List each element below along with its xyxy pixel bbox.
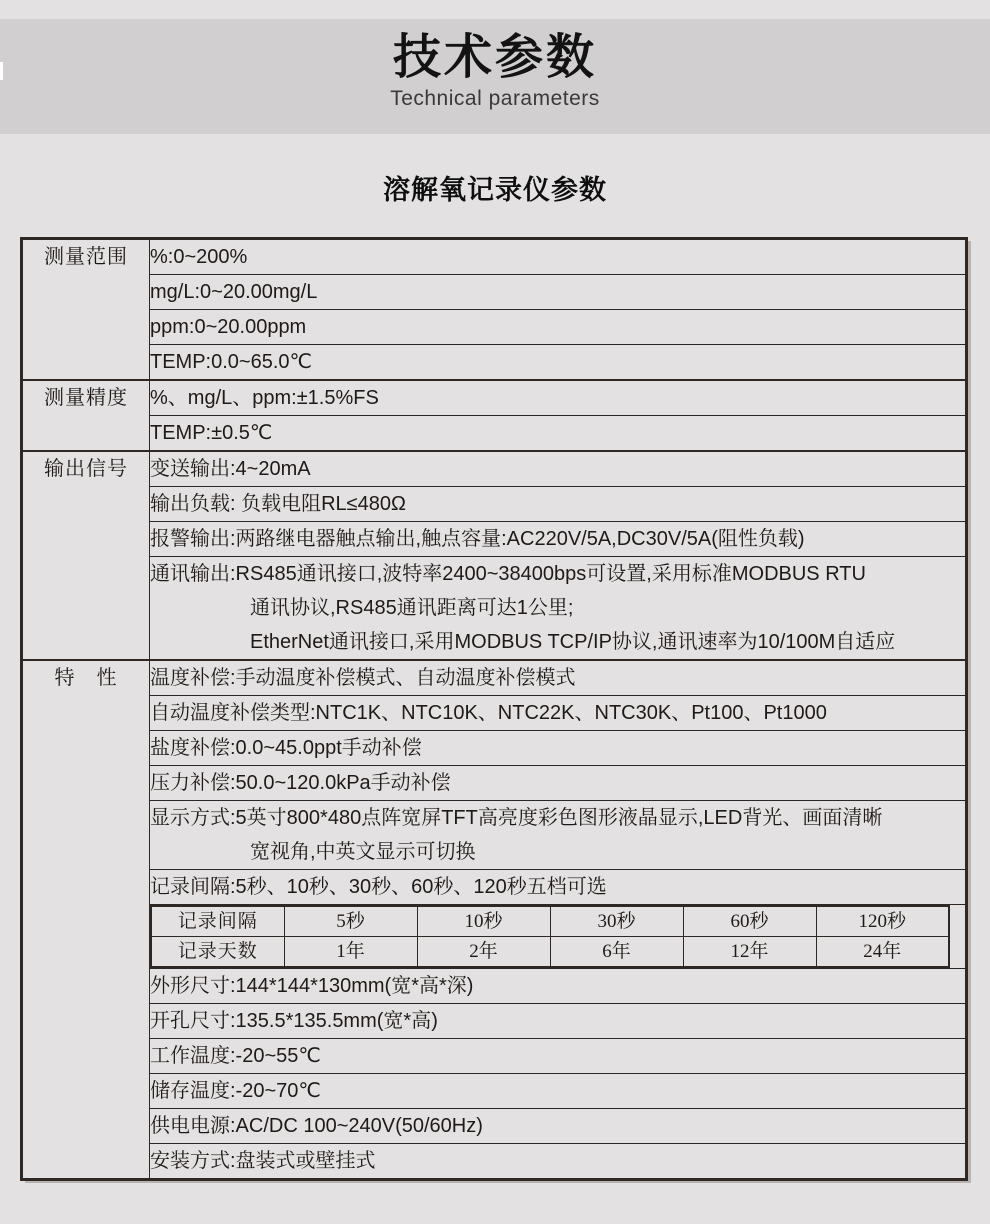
spec-value-cell (150, 416, 967, 452)
table-row (22, 1039, 967, 1074)
section-title: 溶解氧记录仪参数 (383, 175, 607, 205)
spec-line: 储存温度:-20~70℃ (150, 1080, 321, 1102)
table-row (22, 1109, 967, 1144)
page-title: 技术参数 (392, 31, 597, 84)
spec-line: 温度补偿:手动温度补偿模式、自动温度补偿模式 (150, 667, 576, 689)
spec-value-cell (150, 1039, 967, 1074)
category-cell-features: 特 性 (22, 660, 150, 1180)
spec-value-cell (150, 1004, 967, 1039)
table-row (22, 870, 967, 905)
spec-line: 外形尺寸:144*144*130mm(宽*高*深) (150, 975, 474, 997)
spec-line: 变送输出:4~20mA (150, 458, 311, 480)
spec-line: 显示方式:5英寸800*480点阵宽屏TFT高亮度彩色图形液晶显示,LED背光、画面清晰 (150, 807, 883, 829)
page-subtitle: Technical parameters (390, 86, 600, 110)
record-header-cell: 120秒 (816, 906, 949, 937)
table-row (22, 1144, 967, 1180)
spec-value-cell (150, 557, 967, 661)
spec-value-cell (150, 1144, 967, 1180)
category-cell-measure-range: 测量范围 (22, 239, 150, 381)
record-interval-table (150, 905, 950, 968)
table-row (22, 660, 967, 696)
spec-value-cell (150, 660, 967, 696)
record-header-cell: 10秒 (417, 906, 550, 937)
table-row (22, 731, 967, 766)
spec-line: 输出负载: 负载电阻RL≤480Ω (150, 493, 406, 515)
table-row (22, 1004, 967, 1039)
spec-line: ppm:0~20.00ppm (150, 316, 307, 338)
spec-line: 工作温度:-20~55℃ (150, 1045, 321, 1067)
table-row (22, 1074, 967, 1109)
spec-value-cell (150, 1074, 967, 1109)
table-row (22, 969, 967, 1004)
category-cell-accuracy: 测量精度 (22, 380, 150, 451)
spec-line: 安装方式:盘装式或壁挂式 (150, 1150, 376, 1172)
record-header-cell: 5秒 (284, 906, 417, 937)
record-data-cell: 6年 (550, 937, 683, 968)
record-data-cell: 24年 (816, 937, 949, 968)
spec-line: 记录间隔:5秒、10秒、30秒、60秒、120秒五档可选 (150, 876, 607, 898)
spec-line: 宽视角,中英文显示可切换 (250, 841, 476, 863)
spec-line: EtherNet通讯接口,采用MODBUS TCP/IP协议,通讯速率为10/100M自适应 (250, 631, 896, 653)
table-row (22, 345, 967, 381)
table-row (22, 696, 967, 731)
spec-line: 报警输出:两路继电器触点输出,触点容量:AC220V/5A,DC30V/5A(阻性负载) (150, 528, 805, 550)
spec-value-cell (150, 487, 967, 522)
table-row (22, 275, 967, 310)
spec-line: TEMP:0.0~65.0℃ (150, 351, 312, 373)
record-data-cell: 记录天数 (151, 937, 284, 968)
spec-value-cell (150, 275, 967, 310)
table-row (22, 557, 967, 661)
table-row (22, 310, 967, 345)
record-header-cell: 30秒 (550, 906, 683, 937)
spec-line: 开孔尺寸:135.5*135.5mm(宽*高) (150, 1010, 438, 1032)
header-band (0, 19, 990, 134)
left-edge-notch (0, 62, 3, 80)
spec-value-cell (150, 696, 967, 731)
spec-line: 自动温度补偿类型:NTC1K、NTC10K、NTC22K、NTC30K、Pt100、Pt1000 (150, 702, 827, 724)
spec-line: TEMP:±0.5℃ (150, 422, 273, 444)
record-header-cell: 记录间隔 (151, 906, 284, 937)
spec-line: 通讯协议,RS485通讯距离可达1公里; (250, 597, 574, 619)
spec-value-cell (150, 522, 967, 557)
record-header-cell: 60秒 (683, 906, 816, 937)
spec-value-cell (150, 451, 967, 487)
spec-value-cell (150, 380, 967, 416)
spec-line: 通讯输出:RS485通讯接口,波特率2400~38400bps可设置,采用标准MODBUS RTU (150, 563, 866, 585)
record-data-row (151, 937, 949, 968)
spec-value-cell (150, 870, 967, 905)
record-data-cell: 12年 (683, 937, 816, 968)
table-row (22, 905, 967, 969)
table-row (22, 451, 967, 487)
spec-line: mg/L:0~20.00mg/L (150, 281, 318, 303)
spec-line: 盐度补偿:0.0~45.0ppt手动补偿 (150, 737, 422, 759)
spec-value-cell (150, 345, 967, 381)
spec-value-cell (150, 1109, 967, 1144)
spec-line: %:0~200% (150, 246, 248, 268)
spec-value-cell (150, 731, 967, 766)
table-row (22, 801, 967, 870)
record-data-cell: 1年 (284, 937, 417, 968)
spec-line: 供电电源:AC/DC 100~240V(50/60Hz) (150, 1115, 483, 1137)
record-table-cell (150, 905, 967, 969)
record-data-cell: 2年 (417, 937, 550, 968)
spec-line: %、mg/L、ppm:±1.5%FS (150, 387, 379, 409)
spec-value-cell (150, 766, 967, 801)
category-cell-output-signal: 输出信号 (22, 451, 150, 660)
spec-value-cell (150, 969, 967, 1004)
table-row (22, 380, 967, 416)
table-row (22, 766, 967, 801)
record-header-row (151, 906, 949, 937)
spec-value-cell (150, 310, 967, 345)
spec-value-cell (150, 801, 967, 870)
table-row (22, 487, 967, 522)
table-row (22, 522, 967, 557)
spec-table (20, 237, 968, 1181)
spec-value-cell (150, 239, 967, 275)
table-row (22, 416, 967, 452)
spec-line: 压力补偿:50.0~120.0kPa手动补偿 (150, 772, 451, 794)
table-row (22, 239, 967, 275)
